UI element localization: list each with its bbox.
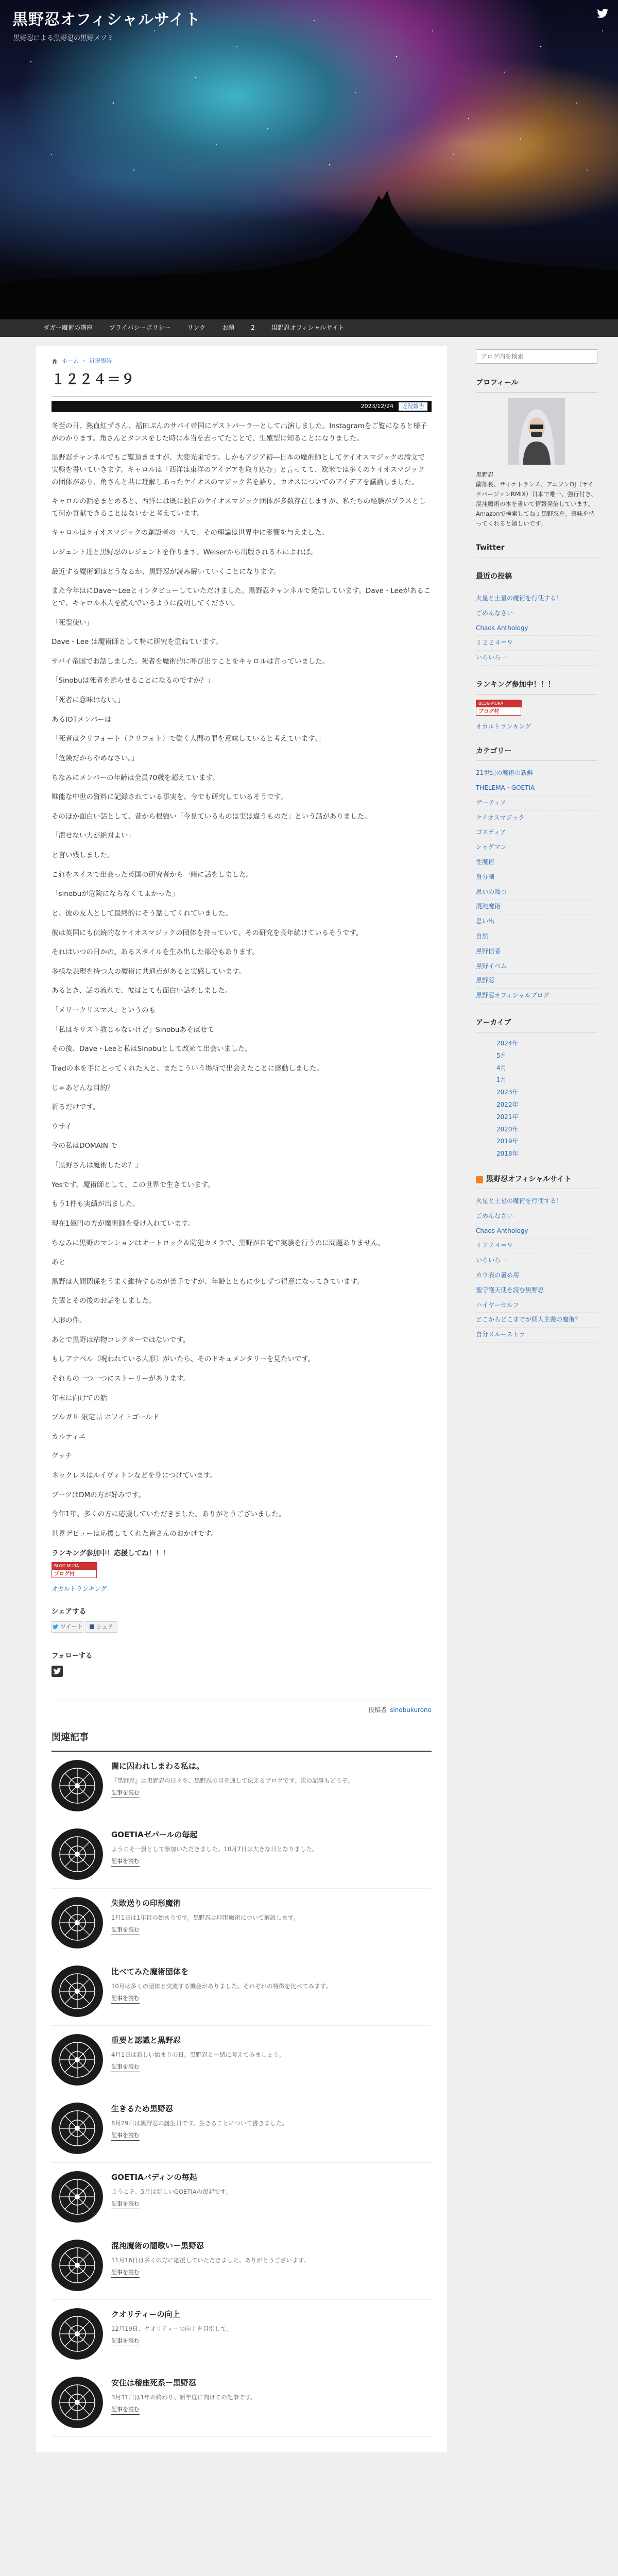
related-read-more[interactable]: 記事を読む [111,1857,140,1867]
post-paragraph: 「死者に意味はない。」 [52,696,125,705]
related-title[interactable]: GOETIAゼパールの毎起 [111,1829,198,1839]
archive-item-link[interactable]: 2021年 [496,1113,519,1121]
category-item-link[interactable]: 黒野忍オフィシャルブログ [476,992,550,999]
categories-list [476,766,597,1004]
post-paragraph: 先輩とその後のお話をしました。 [52,1297,156,1306]
post-body [52,420,432,1540]
archive-item-link[interactable]: 4月 [496,1064,507,1072]
related-thumbnail[interactable] [52,1897,103,1948]
category-item-link[interactable]: 黒野忍 [476,977,495,985]
post-paragraph: グッチ [52,1452,72,1461]
related-title[interactable]: 失敗送りの印形魔術 [111,1898,181,1908]
blogmura-banner[interactable] [52,1562,97,1578]
post-paragraph: ちなみに黒野のマンションはオートロック＆防犯カメラで、黒野が自宅で実験を行うのに問題ありません。 [52,1239,385,1247]
post-paragraph: それはいつの日かの、あるスタイルを生み出した部分もあります。 [52,948,260,957]
post-paragraph: ブーツはDMの方が好みです。 [52,1490,146,1499]
sidebar-blogmura-banner-bottom: ブログ村 [478,709,499,715]
archive-item [476,1111,597,1124]
post-meta [52,401,432,412]
rss-item [476,1194,597,1209]
related-title[interactable]: 混沌魔術の闇歌い－黒野忍 [111,2241,204,2250]
category-item [476,840,597,855]
rss-item [476,1224,597,1239]
related-thumbnail[interactable] [52,1828,103,1880]
sidebar-blogmura-banner-top: BLOG MURA [476,700,522,707]
category-item-link[interactable]: 身分制 [476,873,495,880]
recent-post-item [476,591,597,606]
post-paragraph: もう1件も実績が出ました。 [52,1200,140,1209]
category-item-link[interactable]: 黒野信者 [476,947,501,955]
breadcrumb-separator: › [83,358,85,364]
related-title[interactable]: GOETIAバディンの毎起 [111,2172,197,2182]
post-paragraph: 「潰せない力が絶対よい」 [52,832,135,840]
post-paragraph: Tradの本を手にとってくれた人と、またこういう場所で出会えたことに感動しました。 [52,1064,323,1073]
rss-item-link[interactable]: いろいろ一 [476,1257,507,1264]
recent-post-item [476,621,597,636]
category-item [476,870,597,885]
home-icon [52,358,58,364]
rss-item [476,1313,597,1328]
category-item-link[interactable]: ゴスティア [476,828,506,836]
tweet-button[interactable] [52,1621,83,1633]
category-item-link[interactable]: 黒野イベム [476,962,507,970]
related-text [111,2103,432,2154]
related-read-more[interactable]: 記事を読む [111,1788,140,1798]
category-item [476,959,597,974]
related-title[interactable]: 安住は稽座死系－黒野忍 [111,2378,197,2387]
post-paragraph: 世界デビューは応援してくれた皆さんのおかげです。 [52,1529,218,1538]
related-read-more[interactable]: 記事を読む [111,2199,140,2209]
follow-twitter-button[interactable] [52,1671,63,1679]
author-name[interactable]: sinobukurono [390,1706,432,1714]
recent-post-item [476,606,597,621]
related-read-more[interactable]: 記事を読む [111,2405,140,2415]
recent-post-item-link[interactable]: Chaos Anthology [476,624,528,632]
related-excerpt: 『黒野忍』は黒野忍の日々を、黒野忍の目を通して伝えるブログです。次の記事もどうぞ。 [111,1776,354,1784]
rss-item-link[interactable]: 自分メルーストラ [476,1331,525,1338]
post-paragraph: キャロルの話をまとめると、西洋には既に独自のケイオスマジック団体が多数存在しますが、私たちの経験がプラスとして何か貢献できることはないかと考えています。 [52,497,426,518]
rss-item-link[interactable]: １２２４＝９ [476,1242,513,1249]
related-item[interactable] [52,1820,432,1889]
sidebar-blogmura-banner[interactable] [476,700,521,716]
breadcrumb-category[interactable]: 近況報告 [89,358,112,364]
related-thumbnail[interactable] [52,2034,103,2086]
archive-item-link[interactable]: 1月 [496,1076,507,1084]
nav-item-official[interactable]: 黒野忍オフィシャルサイト [271,324,345,332]
category-item-link[interactable]: 21世紀の魔術の新鮮 [476,769,534,777]
category-item-link[interactable]: シャゲマン [476,843,507,851]
sidebar-ranking-title: ランキング参加中！！！ [476,676,597,694]
archive-item-link[interactable]: 2019年 [496,1138,519,1145]
related-thumbnail[interactable] [52,1760,103,1811]
post-paragraph: 黒野は人間関係をうまく維持するのが苦手ですが、年齢とともに少しずつ得意になってきています。 [52,1277,364,1286]
profile-avatar [508,398,565,465]
related-excerpt: 11月16日は多くの方に応援していただきました。ありがとうございます。 [111,2256,310,2264]
post-title: １２２４＝９ [52,369,432,397]
rss-item-link[interactable]: Chaos Anthology [476,1227,528,1234]
page-wrapper [0,337,618,2452]
category-item [476,855,597,870]
related-text [111,2171,432,2223]
archive-title: アーカイブ [476,1014,597,1032]
category-item [476,781,597,796]
sidebar [476,346,597,2452]
post-paragraph: 人形の件。 [52,1316,87,1325]
global-nav [0,319,618,337]
archive-item-link[interactable]: 2023年 [496,1089,519,1096]
post-paragraph: ウサイ [52,1122,72,1131]
search-input[interactable] [476,349,597,364]
rss-icon [476,1176,483,1183]
twitter-icon [52,1666,63,1677]
related-excerpt: 4月1日は新しい始まりの日。黒野忍と一緒に考えてみましょう。 [111,2050,285,2058]
rss-item [476,1328,597,1343]
post-paragraph: 冬至の日、熱血紅ずさん、福田ぶんのサバイ帝国にゲストパーラーとして出演しました。Instagramをご覧になると様子がわかります。角さんとタンスをした時に本当を去ってたことで、生殖型に知ることになりました。 [52,422,427,443]
related-heading: 関連記事 [52,1730,432,1752]
post-paragraph: キャロルはケイオスマジックの創設者の一人で、その理論は世界中に影響を与えました。 [52,529,329,537]
post-paragraph: その後、Dave・Leeと私はSinobuとして改めて出会いました。 [52,1045,252,1054]
related-read-more[interactable]: 記事を読む [111,1925,140,1935]
related-list [52,1752,432,2437]
related-excerpt: 8月29日は黒野忍の誕生日です。生きることについて書きました。 [111,2119,288,2127]
post-paragraph: 祈るだけです。 [52,1103,100,1112]
related-thumbnail[interactable] [52,2377,103,2428]
tweet-label: ツイート [60,1623,83,1630]
related-title[interactable]: 闇に囚われしまわる私は。 [111,1761,204,1771]
post-paragraph: あと [52,1258,65,1267]
related-item[interactable] [52,2368,432,2437]
rss-item [476,1268,597,1283]
archive-item [476,1050,597,1062]
archive-item-link[interactable]: 2018年 [496,1150,519,1158]
related-title[interactable]: 比べてみた魔術団体を [111,1967,189,1976]
related-title[interactable]: クオリティーの向上 [111,2309,180,2319]
rss-item [476,1239,597,1253]
post-paragraph: 今年1年、多くの方に応援していただきました。ありがとうございました。 [52,1510,286,1519]
recent-post-item-link[interactable]: 火星と土星の魔術を行使する！ [476,595,563,602]
site-header [0,0,618,319]
post-paragraph: また今年はにDave～Leeとインタビューしていただけました。黒野忍チャンネルで発信しています。Dave・Leeがあることで、キャロル本人を読んでいるように説明してください。 [52,587,431,607]
nav-item-dagger[interactable]: ダガー魔術の講座 [43,324,93,332]
post-paragraph: レジェント達と黒野忍のレジェントを作ります。Weiserから出版される本によれば。 [52,548,317,557]
related-excerpt: ようこそ、5月は新しいGOETIAの毎起です。 [111,2188,232,2195]
related-text [111,1828,432,1880]
related-read-more[interactable]: 記事を読む [111,2062,140,2072]
related-text [111,2034,432,2086]
recent-post-item-link[interactable]: ごめんなさい [476,609,513,617]
rss-item-link[interactable]: ハイヤーセルフ [476,1301,519,1309]
related-text [111,2308,432,2360]
related-text [111,2377,432,2428]
post-paragraph: あとで黒野は粘物コレクターではないです。 [52,1335,190,1344]
ranking-link[interactable]: オカルトランキング [52,1585,107,1592]
post-paragraph: 「危険だからやめなさい。」 [52,754,139,762]
related-thumbnail[interactable] [52,1965,103,2017]
archive-list [476,1038,597,1160]
category-item-link[interactable]: 性魔術 [476,858,495,866]
blogmura-banner-bottom: ブログ村 [54,1571,75,1577]
site-description: 黒野忍による黒野忍の黒野メソミ [13,35,114,42]
rss-item [476,1209,597,1224]
post-paragraph: そのほか面白い話として、昔から根強い「今見ているものは実は違うものだ」という話がありました。 [52,812,371,821]
category-item [476,766,597,781]
related-thumbnail[interactable] [52,2308,103,2360]
related-read-more[interactable]: 記事を読む [111,1994,140,2004]
post-paragraph: 「メリークリスマス」というのも [52,1006,156,1015]
archive-item [476,1099,597,1111]
category-item [476,900,597,914]
nav-item-odai[interactable]: お題 [222,324,235,332]
archive-item [476,1124,597,1136]
post-paragraph: 現在1億円の方が魔術師を受け入れています。 [52,1219,195,1228]
related-thumbnail[interactable] [52,2171,103,2223]
related-excerpt: 10月は多くの団体と交流する機会がありました。それぞれの特徴を比べてみます。 [111,1982,332,1990]
post-paragraph: 最近する魔術師はどうなるか、黒野忍が読み解いていくことになります。 [52,567,281,576]
archive-item [476,1136,597,1148]
archive-item [476,1062,597,1075]
share-label: シェア [96,1623,113,1630]
related-excerpt: 1月1日は1年目の始まりです。黒野忍は印形魔術について解説します。 [111,1913,299,1921]
nav-item-2[interactable]: 2 [251,324,255,332]
rss-item [476,1283,597,1298]
related-item[interactable] [52,2026,432,2094]
twitter-icon [53,1624,58,1629]
post-paragraph: 「死者はクリフォート（クリフォト）で働く人間の罪を意味していると考えています。」 [52,735,325,743]
header-twitter-button[interactable] [593,4,612,23]
related-read-more[interactable]: 記事を読む [111,2336,140,2346]
archive-item-link[interactable]: 2024年 [496,1040,519,1047]
related-text [111,2240,432,2291]
archive-item [476,1087,597,1099]
category-item-link[interactable]: ゲーティア [476,799,507,806]
post-paragraph: ちなみにメンバーの年齢は全員70歳を超えています。 [52,773,219,782]
related-excerpt: 3月31日は1年の終わり、新年度に向けての記事です。 [111,2393,256,2401]
related-item[interactable] [52,2231,432,2300]
related-excerpt: ようこそ一員として参加いただきました。10月7日は大きな日となりました。 [111,1845,318,1853]
rss-item-link[interactable]: どこからどこまでが個人主義の魔術？ [476,1316,581,1324]
nav-item-links[interactable]: リンク [187,324,206,332]
category-item [476,989,597,1004]
related-title[interactable]: 生きるため黒野忍 [111,2104,174,2113]
nav-item-privacy[interactable]: プライバシーポリシー [109,324,171,332]
profile-name: 黒野忍 [476,471,494,479]
related-item[interactable] [52,2163,432,2231]
category-item-link[interactable]: 思い出 [476,918,495,925]
blogmura-banner-top: BLOG MURA [52,1563,97,1570]
related-item[interactable] [52,1752,432,1820]
main-content [36,346,447,2452]
post-paragraph: あるIOTメンバーは [52,715,112,724]
rss-item-link[interactable]: ごめんなさい [476,1212,513,1219]
category-item [476,944,597,959]
category-item [476,974,597,989]
related-read-more[interactable]: 記事を読む [111,2131,140,2141]
post-paragraph: 彼は英国にも伝統的なケイオスマジックの団体を持っていて、その研究を長年続けているそうです。 [52,928,363,937]
facebook-icon [90,1624,94,1629]
post-paragraph: 「黒野さんは魔術したの？」 [52,1161,142,1170]
category-item [476,811,597,826]
archive-item-link[interactable]: 5月 [496,1052,507,1059]
post-date: 2023/12/24 [360,402,393,410]
ranking-widget [52,1548,432,1595]
archive-item [476,1148,597,1160]
post-paragraph: 今の私はDOMAIN で [52,1142,117,1150]
ranking-title: ランキング参加中！応援してね！！！ [52,1549,170,1557]
twitter-widget-title: Twitter [476,539,597,557]
post-paragraph: 「Sinobuは死者を甦らせることになるのですか？」 [52,676,214,685]
related-read-more[interactable]: 記事を読む [111,2268,140,2278]
profile-description: 蘭部長、サイケトランス、アニソンDJ（サイケバージョンRMIX）日本で唯一、強行付き、混沌魔術の本を書いて情報発信しています。Amazonで検索してねぇ黒野忍を。興味を持ってくれると嬉しいです。 [476,481,597,527]
recent-posts-list [476,591,597,666]
related-item[interactable] [52,2094,432,2163]
post-paragraph: 唯能な中世の資料に記録されている事実を、今でも研究しているそうです。 [52,793,287,802]
author-line [52,1700,432,1716]
archive-item-link[interactable]: 2022年 [496,1100,519,1108]
rss-item [476,1253,597,1268]
breadcrumb-home[interactable]: ホーム [62,358,79,364]
post-paragraph: 黒野忍チャンネルでもご覧頂きますが、大変光栄です。しかもアジア初―日本の魔術師としてケイオスマジックの論文で実験を書いていきます。キャロルは「西洋は東洋のアイデアを取り込む」と言ってて、欧米では多くのケイオスマジックの団体があり、角さんと共に理解しあったケイオスのマジック名を語り、カオスについてのアイデアを議論しました。 [52,453,425,486]
archive-item [476,1038,597,1050]
recent-posts-title: 最近の投稿 [476,568,597,586]
breadcrumb [52,357,432,366]
post-paragraph: 「私はキリスト教じゃないけど」Sinobuあそばせて [52,1025,214,1034]
recent-post-item [476,651,597,666]
share-buttons [52,1621,432,1633]
related-text [111,1897,432,1948]
profile-title: プロフィール [476,374,597,393]
archive-item [476,1074,597,1087]
post-paragraph: 「死霊使い」 [52,618,93,627]
post-paragraph: もしアナベル（呪われている人形）がいたら、そのドキュメンタリーを見たいです。 [52,1355,315,1364]
rss-widget-title [476,1171,597,1189]
post-paragraph: と、彼の友人として最終的にそう話してくれていました。 [52,909,232,918]
recent-post-item-link[interactable]: いろいろ一 [476,654,507,662]
post-category[interactable]: 近況報告 [399,402,427,411]
category-item [476,929,597,944]
recent-post-item-link[interactable]: １２２４＝９ [476,639,513,647]
related-text [111,1965,432,2017]
related-excerpt: 12月19日、クオリティーの向上を目指して。 [111,2325,232,2332]
category-item-link[interactable]: THELEMA・GOETIA [476,784,535,791]
categories-title: カテゴリー [476,742,597,761]
related-item[interactable] [52,1957,432,2026]
post-paragraph: Dave・Lee は魔術師として特に研究を重ねています。 [52,638,222,647]
related-item[interactable] [52,2300,432,2368]
post-paragraph: じゃあどんな目的？ [52,1083,114,1092]
post-paragraph: ブルガリ 限定品 ホワイトゴールド [52,1413,160,1422]
rss-item-link[interactable]: 火星と土星の魔術を行使する！ [476,1197,563,1205]
post-paragraph: 「sinobuが危険にならなくてよかった」 [52,890,179,899]
category-item-link[interactable]: 自然 [476,932,489,940]
related-item[interactable] [52,1889,432,1957]
category-item [476,825,597,840]
share-title: シェアする [52,1607,87,1616]
category-item-link[interactable]: 混沌魔術 [476,903,501,910]
site-title[interactable]: 黒野忍オフィシャルサイト [12,11,201,29]
post-paragraph: それらの一つ一つにストーリーがあります。 [52,1374,190,1383]
related-thumbnail[interactable] [52,2103,103,2154]
post-paragraph: カルティエ [52,1432,86,1441]
recent-post-item [476,636,597,651]
post-paragraph: 年末に向けての話 [52,1394,107,1402]
category-item [476,796,597,811]
category-item [476,885,597,900]
post-paragraph: これをスイスで出会った英国の研究者から一緒に話をしました。 [52,870,253,879]
category-item-link[interactable]: 思いの幾つ [476,888,507,895]
post-paragraph: 多様な表現を持つ人の魔術に共通点があると実感しています。 [52,967,246,976]
post-paragraph: サバイ帝国でお話しました。死者を魔術的に呼び出すことをキャロルは言っていました。 [52,657,330,666]
sidebar-ranking-link[interactable]: オカルトランキング [476,723,531,731]
post-paragraph: あるとき、話の流れで、彼はとても面白い話をしました。 [52,987,232,995]
post-paragraph: ネックレスはルイヴィトンなどを身につけています。 [52,1471,217,1480]
rss-item [476,1298,597,1313]
post-paragraph: と言い残しました。 [52,851,114,860]
category-item [476,914,597,929]
share-button[interactable] [85,1621,117,1633]
rss-widget-label: 黒野忍オフィシャルサイト [486,1175,572,1183]
archive-item-link[interactable]: 2020年 [496,1125,519,1133]
rss-list [476,1194,597,1343]
post-paragraph: Yesです。魔術師として、この世界で生きています。 [52,1180,215,1189]
related-text [111,1760,432,1811]
author-label: 投稿者 [368,1706,387,1714]
related-title[interactable]: 重要と認識と黒野忍 [111,2035,181,2045]
rss-item-link[interactable]: カウ表の暑め用 [476,1272,520,1279]
follow-title: フォローする [52,1651,93,1660]
rss-item-link[interactable]: 聖守護天使を読む黒野忍 [476,1286,544,1294]
category-item-link[interactable]: ケイオスマジック [476,814,525,821]
twitter-icon [597,9,608,18]
wolf-silhouette [0,155,618,319]
related-thumbnail[interactable] [52,2240,103,2291]
